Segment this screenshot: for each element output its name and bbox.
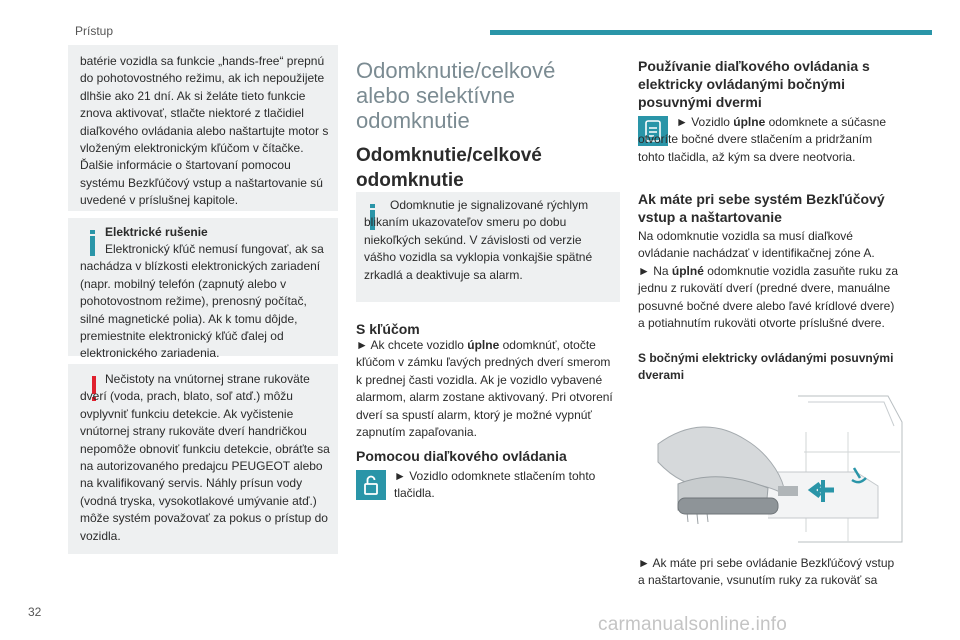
intro-text: batérie vozidla sa funkcie „hands-free“ prepnú do pohotovostného režimu, ak ich nepoužijete dlhšie ako 21 dní. Ak si želáte tieto funkcie znova aktivovať, stlačte niektoré z tlačidiel diaľkového ovládania alebo naštartujte motor s vloženým elektronickým kľúčom v čítačke. Ďalšie informácie o štartovaní pomocou systému Bezkľúčový vstup a naštartovanie sú uvedené v príslušnej kapitole. xyxy=(80,54,329,208)
keyless-text-2: ► Na úplné odomknutie vozidla zasuňte ruku za jednu z rukovätí dverí (predné dvere, manuálne posuvné bočné dvere alebo ľavé krídlové dvere) a potiahnutím rukoväti otvorte príslušné dvere. xyxy=(638,264,898,331)
page-number: 32 xyxy=(28,605,42,619)
section-heading: Odomknutie/celkové odomknutie xyxy=(356,145,542,191)
warning-text: Nečistoty na vnútornej strane rukoväte dverí (voda, prach, blato, soľ atď.) môžu ovplyvniť funkciu detekcie. Ak vyčistenie vnútornej strany rukoväte dverí handričkou nepomôže obnoviť funkciu detekcie, obráťte sa na autorizovaného predajcu PEUGEOT alebo na kvalifikovaný servis. Náhly prísun vody (vodná tryska, vysokotlakové umývanie atď.) môže systém považovať za pokus o prístup do vozidla. xyxy=(80,372,330,543)
info-box-electrical xyxy=(68,218,338,361)
info-title: Elektrické rušenie xyxy=(105,225,208,239)
info-text: Elektronický kľúč nemusí fungovať, ak sa nachádza v blízkosti elektronických zariadení (napr. mobilný telefón (zapnutý alebo v pohotovostnom režime), prenosný počítač, silné magnetické polia). Ak k tomu dôjde, premiestnite elektronický kľúč ďalej od elektronického zariadenia. xyxy=(80,242,324,361)
remote-sliding-text: ► Vozidlo úplne odomknete a súčasne otvoríte bočné dvere stlačením a pridržaním tohto tlačidla, až kým sa dvere neotvoria. xyxy=(638,115,886,164)
remote-text: ► Vozidlo odomknete stlačením tohto tlačidla. xyxy=(394,469,596,501)
watermark: carmanualsonline.info xyxy=(598,614,788,635)
electric-sliding-text: ► Ak máte pri sebe ovládanie Bezkľúčový vstup a naštartovanie, vsunutím ruky za rukoväť sa xyxy=(638,556,895,588)
keyless-text-1: Na odomknutie vozidla sa musí diaľkové ovládanie nachádzať v identifikačnej zóne A. xyxy=(638,229,875,261)
info-icon-dot xyxy=(90,230,95,234)
unlock-icon xyxy=(356,470,386,500)
heading-electric-sliding: S bočnými elektricky ovládanými posuvnými dverami xyxy=(638,351,894,382)
info-box-unlock xyxy=(356,192,620,302)
heading-keyless: Ak máte pri sebe systém Bezkľúčový vstup a naštartovanie xyxy=(638,191,885,225)
heading-remote-sliding: Používanie diaľkového ovládania s elektricky ovládanými bočnými posuvnými dvermi xyxy=(638,58,870,110)
section-label: Prístup xyxy=(75,24,114,38)
page-title: Odomknutie/celkové alebo selektívne odomknutie xyxy=(356,58,556,133)
remote-heading: Pomocou diaľkového ovládania xyxy=(356,448,567,464)
section-accent-bar xyxy=(490,30,932,35)
key-text: ► Ak chcete vozidlo úplne odomknúť, otočte kľúčom v zámku ľavých predných dverí smerom k prednej časti vozidla. Ak je vozidlo vybavené alarmom, alarm zostane aktivovaný. Pri otvorení dverí sa spustí alarm, ktorý je možné vypnúť zapnutím zapaľovania. xyxy=(356,338,613,440)
intro-box xyxy=(68,45,338,211)
info-text: Odomknutie je signalizované rýchlym blikaním ukazovateľov smeru po dobu niekoľkých sekúnd. V závislosti od verzie vášho vozidla sa vyklopia vonkajšie spätné zrkadlá a deaktivuje sa alarm. xyxy=(364,198,593,282)
warning-box xyxy=(68,364,338,554)
door-handle-illustration xyxy=(648,392,904,548)
key-heading: S kľúčom xyxy=(356,321,420,337)
